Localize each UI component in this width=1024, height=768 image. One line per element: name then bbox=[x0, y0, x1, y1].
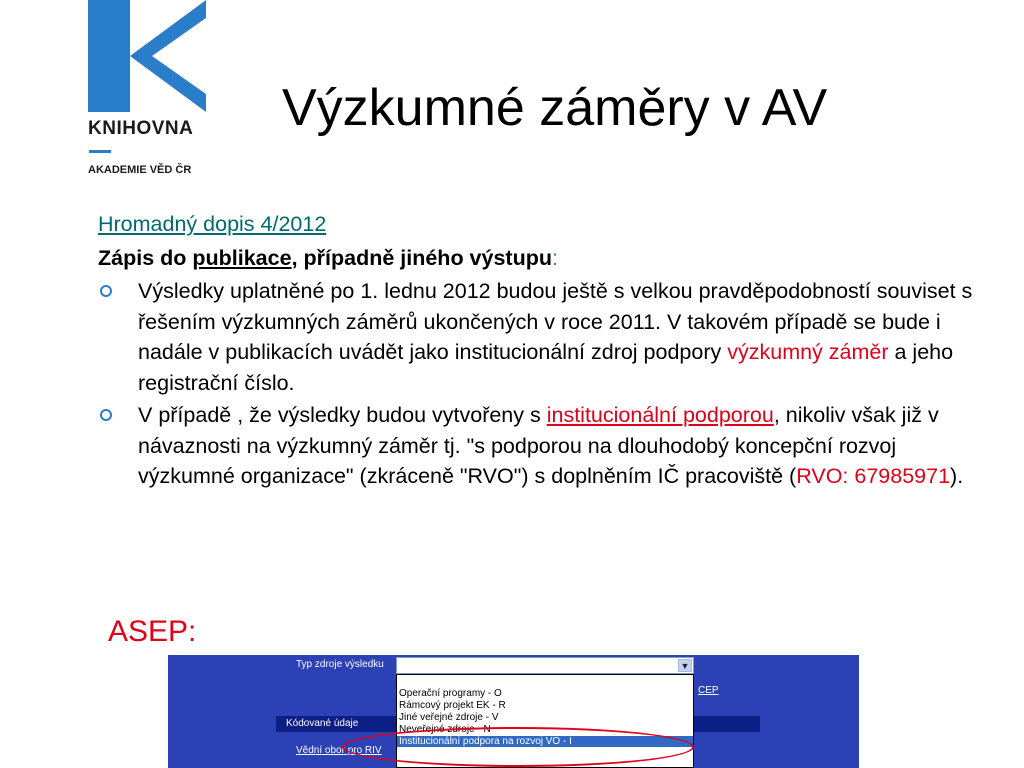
institutional-support-link[interactable]: institucionální podporou bbox=[546, 403, 774, 427]
bullet-item bbox=[98, 276, 998, 398]
slide-content bbox=[98, 208, 998, 492]
bullet-circle-icon bbox=[100, 285, 112, 297]
bullet-circle-icon bbox=[100, 409, 112, 421]
bullet-highlight: výzkumný záměr bbox=[727, 340, 889, 364]
dropdown-option-selected[interactable]: Institucionální podpora na rozvoj VO - I bbox=[397, 736, 693, 747]
heading-colon: : bbox=[551, 246, 558, 270]
logo-subtitle: AKADEMIE VĚD ČR bbox=[88, 164, 192, 176]
source-type-label: Typ zdroje výsledku bbox=[296, 659, 384, 670]
asep-label: ASEP: bbox=[108, 615, 197, 648]
dropdown-option[interactable]: Rámcový projekt EK - R bbox=[399, 700, 506, 711]
dropdown-option[interactable]: Jiné veřejné zdroje - V bbox=[399, 712, 499, 723]
section-heading bbox=[98, 242, 998, 274]
dropdown-option[interactable]: Operační programy - O bbox=[399, 688, 502, 699]
highlight-ellipse bbox=[342, 727, 694, 767]
slide-title: Výzkumné záměry v AV bbox=[282, 79, 828, 137]
bullet-text: ). bbox=[950, 464, 964, 488]
dopis-link[interactable]: Hromadný dopis 4/2012 bbox=[98, 212, 327, 236]
bullet-item bbox=[98, 400, 998, 492]
bullet-text: V případě , že výsledky budou vytvořeny s bbox=[138, 403, 547, 427]
cep-link[interactable]: CEP bbox=[698, 685, 719, 696]
rvo-code: RVO: 67985971 bbox=[796, 464, 951, 488]
k-logo-icon bbox=[88, 0, 206, 112]
logo-name: KNIHOVNA bbox=[88, 118, 194, 139]
logo-dash bbox=[89, 150, 111, 153]
source-type-select[interactable] bbox=[396, 657, 694, 674]
heading-underlined: publikace bbox=[192, 246, 292, 270]
heading-suffix: , případně jiného výstupu bbox=[291, 246, 552, 270]
coded-data-label: Kódované údaje bbox=[286, 718, 359, 729]
asep-screenshot bbox=[168, 655, 859, 768]
heading-prefix: Zápis do bbox=[98, 246, 193, 270]
library-logo bbox=[88, 0, 206, 182]
bullet-list bbox=[98, 276, 998, 492]
bullet-text: a jeho registrační číslo. bbox=[138, 340, 954, 395]
chevron-down-icon[interactable]: ▼ bbox=[678, 659, 692, 672]
dropdown-option[interactable]: Neveřejné zdroje - N bbox=[399, 724, 491, 735]
field-link[interactable]: Vědní obor pro RIV bbox=[296, 745, 382, 756]
bullet-text: , nikoliv však již v návaznosti na výzkumný záměr tj. "s podporou na dlouhodobý koncepční rozvoj výzkumné organizace" (zkráceně "RVO") s doplněním IČ pracoviště ( bbox=[138, 403, 939, 488]
bullet-text: Výsledky uplatněné po 1. lednu 2012 budou ještě s velkou pravděpodobností souviset s řešením výzkumných záměrů ukončených v roce 2011. V takovém případě se bude i nadále v publikacích uvádět jako institucionální zdroj podpory bbox=[138, 279, 973, 364]
